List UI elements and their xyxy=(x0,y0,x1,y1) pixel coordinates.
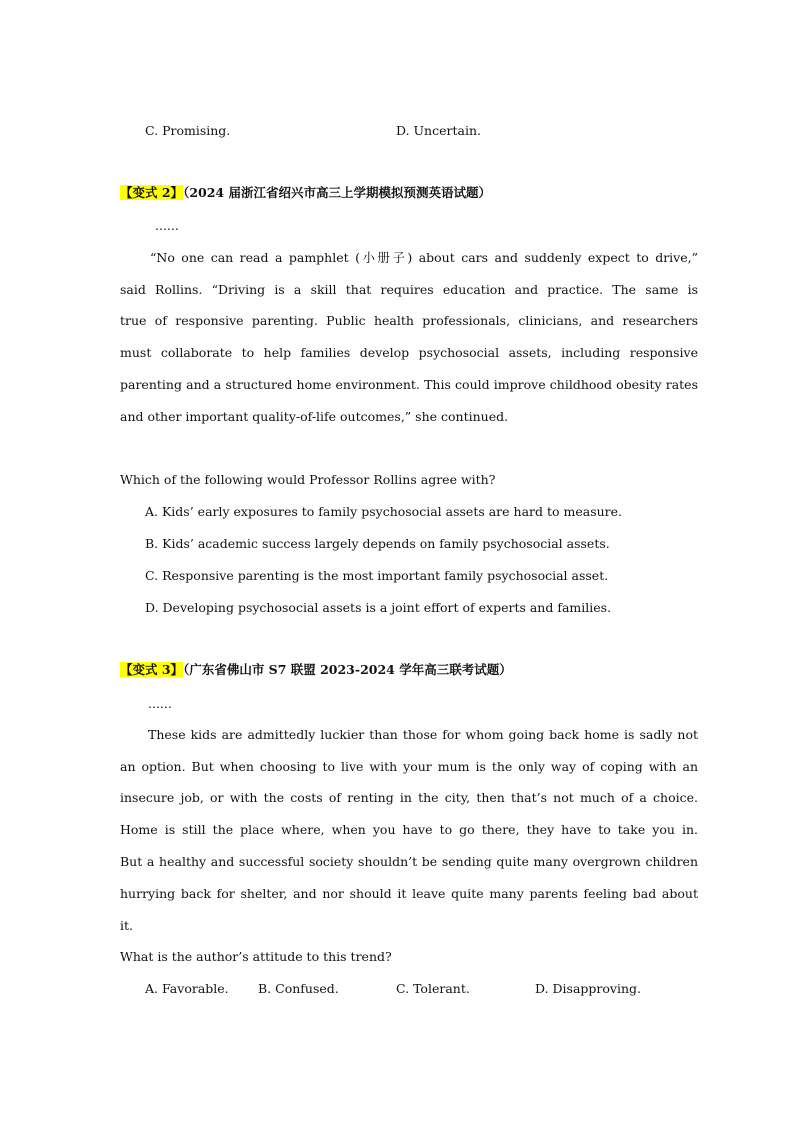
variant3-option-d: D. Disapproving. xyxy=(535,981,641,996)
variant2-header xyxy=(120,185,491,201)
variant3-option-b: B. Confused. xyxy=(258,981,339,996)
variant3-option-a: A. Favorable. xyxy=(145,981,229,996)
variant3-passage-line: hurrying back for shelter, and nor should it leave quite many parents feeling bad about xyxy=(120,886,698,901)
variant2-passage-line: “No one can read a pamphlet (小册子) about cars and suddenly expect to drive,” xyxy=(150,250,698,265)
variant2-passage-line: said Rollins. “Driving is a skill that requires education and practice. The same is xyxy=(120,282,698,297)
variant2-ellipsis: ...... xyxy=(155,218,179,233)
variant3-header xyxy=(120,662,512,678)
variant3-tag: 【变式 3】 xyxy=(120,662,184,677)
option-c-promising: C. Promising. xyxy=(145,123,231,138)
variant3-passage-line: But a healthy and successful society shouldn’t be sending quite many overgrown children xyxy=(120,854,698,869)
variant3-question: What is the author’s attitude to this trend? xyxy=(120,949,392,964)
variant3-passage-line: an option. But when choosing to live with your mum is the only way of coping with an xyxy=(120,759,698,774)
variant3-passage-line: it. xyxy=(120,918,133,933)
option-d-uncertain: D. Uncertain. xyxy=(396,123,481,138)
variant2-option-c: C. Responsive parenting is the most important family psychosocial asset. xyxy=(145,568,609,583)
variant3-option-c: C. Tolerant. xyxy=(396,981,470,996)
variant2-tag: 【变式 2】 xyxy=(120,185,184,200)
variant2-passage-line: parenting and a structured home environment. This could improve childhood obesity rates xyxy=(120,377,698,392)
variant3-ellipsis: ...... xyxy=(148,696,172,711)
variant3-passage-line: insecure job, or with the costs of renting in the city, then that’s not much of a choice. xyxy=(120,790,698,805)
variant2-question: Which of the following would Professor Rollins agree with? xyxy=(120,472,496,487)
variant2-option-d: D. Developing psychosocial assets is a joint effort of experts and families. xyxy=(145,600,612,615)
variant3-source: （广东省佛山市 S7 联盟 2023-2024 学年高三联考试题） xyxy=(183,662,512,677)
variant2-passage-line: must collaborate to help families develop psychosocial assets, including responsive xyxy=(120,345,698,360)
variant2-option-a: A. Kids’ early exposures to family psychosocial assets are hard to measure. xyxy=(145,504,623,519)
variant2-passage-line: and other important quality-of-life outcomes,” she continued. xyxy=(120,409,509,424)
variant3-passage-line: Home is still the place where, when you have to go there, they have to take you in. xyxy=(120,822,698,837)
variant2-passage-line: true of responsive parenting. Public health professionals, clinicians, and researchers xyxy=(120,313,698,328)
variant3-passage-line: These kids are admittedly luckier than those for whom going back home is sadly not xyxy=(148,727,698,742)
variant2-option-b: B. Kids’ academic success largely depends on family psychosocial assets. xyxy=(145,536,610,551)
variant2-source: （2024 届浙江省绍兴市高三上学期模拟预测英语试题） xyxy=(183,185,491,200)
